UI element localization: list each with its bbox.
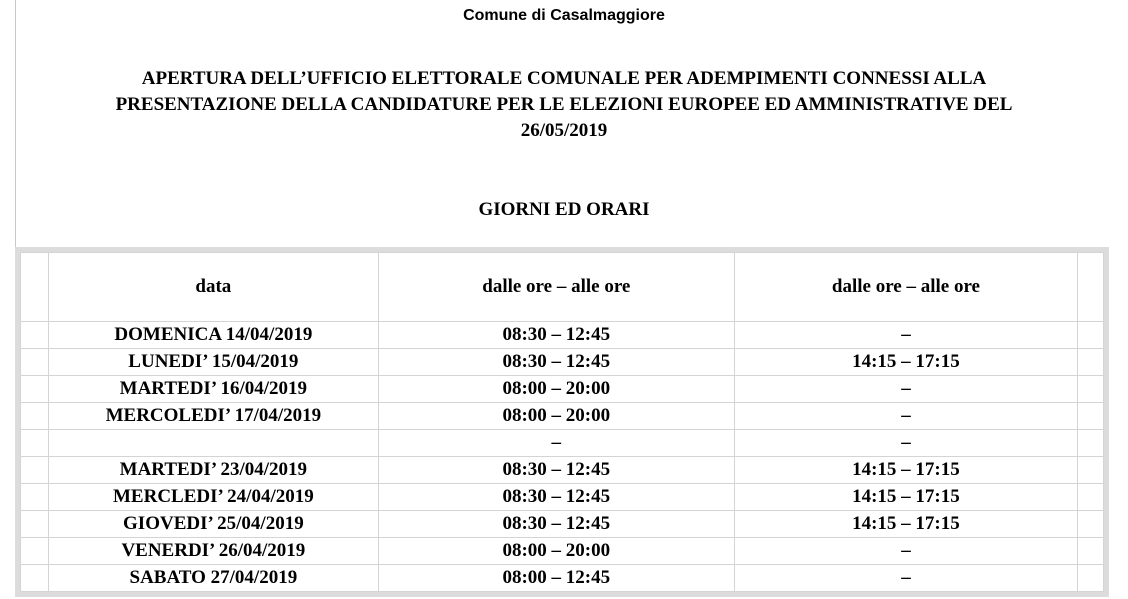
row-spacer-right xyxy=(1078,349,1104,376)
row-spacer-right xyxy=(1078,565,1104,592)
table-row xyxy=(21,484,1104,511)
morning-hours-cell: – xyxy=(378,430,734,457)
table-row xyxy=(21,511,1104,538)
column-header-date: data xyxy=(48,253,378,322)
row-spacer-right xyxy=(1078,511,1104,538)
morning-hours-cell: 08:30 – 12:45 xyxy=(378,349,734,376)
table-header-spacer-left xyxy=(21,253,49,322)
table-row xyxy=(21,349,1104,376)
morning-hours-cell: 08:00 – 12:45 xyxy=(378,565,734,592)
row-spacer-left xyxy=(21,565,49,592)
morning-hours-cell: 08:00 – 20:00 xyxy=(378,538,734,565)
document-title-line-3: 26/05/2019 xyxy=(520,120,608,141)
date-cell xyxy=(48,430,378,457)
table-header-spacer-right xyxy=(1078,253,1104,322)
row-spacer-left xyxy=(21,403,49,430)
date-cell: DOMENICA 14/04/2019 xyxy=(48,322,378,349)
table-header-row xyxy=(21,253,1104,322)
date-cell: VENERDI’ 26/04/2019 xyxy=(48,538,378,565)
afternoon-hours-cell: – xyxy=(734,376,1077,403)
date-cell: MARTEDI’ 16/04/2019 xyxy=(48,376,378,403)
afternoon-hours-cell: – xyxy=(734,403,1077,430)
date-cell: LUNEDI’ 15/04/2019 xyxy=(48,349,378,376)
date-cell: MERCOLEDI’ 17/04/2019 xyxy=(48,403,378,430)
table-row xyxy=(21,565,1104,592)
table-row xyxy=(21,457,1104,484)
row-spacer-left xyxy=(21,538,49,565)
column-header-afternoon-hours: dalle ore – alle ore xyxy=(734,253,1077,322)
row-spacer-right xyxy=(1078,403,1104,430)
morning-hours-cell: 08:30 – 12:45 xyxy=(378,457,734,484)
municipality-name: Comune di Casalmaggiore xyxy=(463,7,665,24)
document-title-line-1: APERTURA DELL’UFFICIO ELETTORALE COMUNALE PER ADEMPIMENTI CONNESSI ALLA xyxy=(141,68,987,89)
afternoon-hours-cell: – xyxy=(734,430,1077,457)
afternoon-hours-cell: 14:15 – 17:15 xyxy=(734,457,1077,484)
date-cell: MERCLEDI’ 24/04/2019 xyxy=(48,484,378,511)
morning-hours-cell: 08:30 – 12:45 xyxy=(378,322,734,349)
table-row xyxy=(21,322,1104,349)
date-cell: SABATO 27/04/2019 xyxy=(48,565,378,592)
document-title xyxy=(30,66,1098,144)
row-spacer-right xyxy=(1078,538,1104,565)
document-title-line-2: PRESENTAZIONE DELLA CANDIDATURE PER LE ELEZIONI EUROPEE ED AMMINISTRATIVE DEL xyxy=(115,94,1013,115)
row-spacer-left xyxy=(21,349,49,376)
schedule-table xyxy=(20,252,1104,592)
table-row xyxy=(21,430,1104,457)
afternoon-hours-cell: 14:15 – 17:15 xyxy=(734,484,1077,511)
morning-hours-cell: 08:00 – 20:00 xyxy=(378,403,734,430)
table-row xyxy=(21,538,1104,565)
afternoon-hours-cell: 14:15 – 17:15 xyxy=(734,349,1077,376)
row-spacer-right xyxy=(1078,376,1104,403)
row-spacer-right xyxy=(1078,484,1104,511)
table-row xyxy=(21,376,1104,403)
table-row xyxy=(21,403,1104,430)
row-spacer-left xyxy=(21,430,49,457)
date-cell: GIOVEDI’ 25/04/2019 xyxy=(48,511,378,538)
row-spacer-right xyxy=(1078,322,1104,349)
afternoon-hours-cell: – xyxy=(734,322,1077,349)
row-spacer-left xyxy=(21,322,49,349)
row-spacer-left xyxy=(21,457,49,484)
row-spacer-right xyxy=(1078,457,1104,484)
afternoon-hours-cell: – xyxy=(734,565,1077,592)
row-spacer-left xyxy=(21,484,49,511)
row-spacer-right xyxy=(1078,430,1104,457)
morning-hours-cell: 08:30 – 12:45 xyxy=(378,511,734,538)
column-header-morning-hours: dalle ore – alle ore xyxy=(378,253,734,322)
row-spacer-left xyxy=(21,511,49,538)
row-spacer-left xyxy=(21,376,49,403)
afternoon-hours-cell: – xyxy=(734,538,1077,565)
date-cell: MARTEDI’ 23/04/2019 xyxy=(48,457,378,484)
morning-hours-cell: 08:30 – 12:45 xyxy=(378,484,734,511)
afternoon-hours-cell: 14:15 – 17:15 xyxy=(734,511,1077,538)
schedule-subtitle: GIORNI ED ORARI xyxy=(478,199,650,220)
morning-hours-cell: 08:00 – 20:00 xyxy=(378,376,734,403)
